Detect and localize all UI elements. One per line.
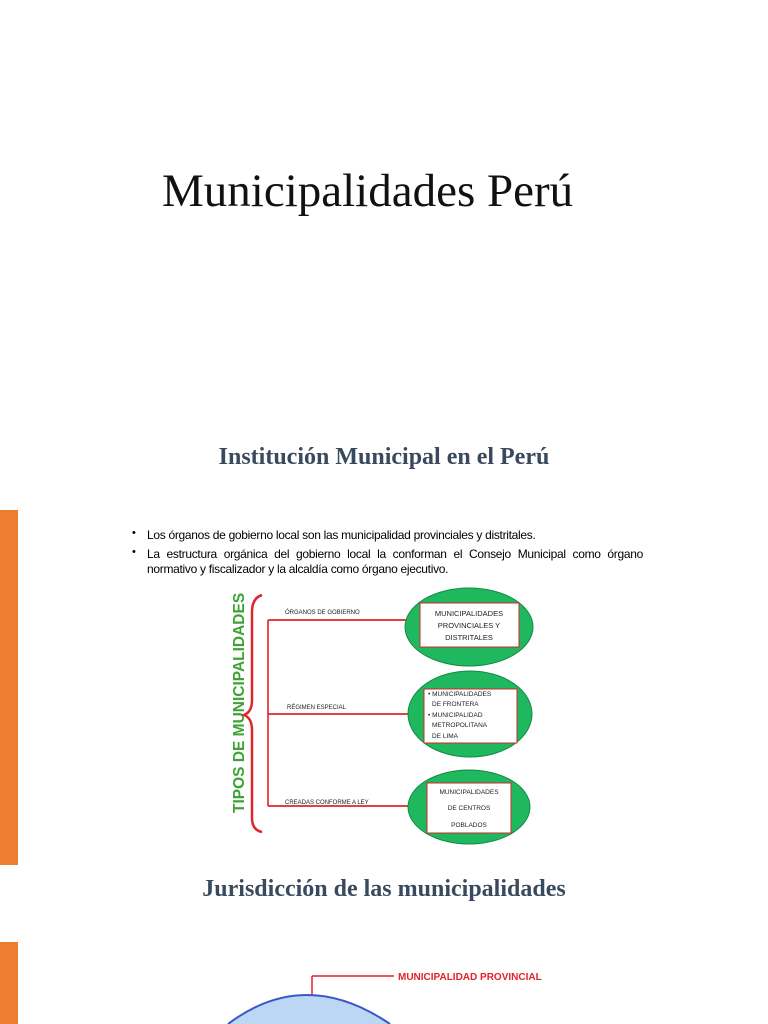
box-text: MUNICIPALIDADES: [434, 609, 504, 618]
box-text: DE LIMA: [432, 733, 459, 740]
bullet-text: La estructura orgánica del gobierno local la conforman el Consejo Municipal como órgano normativo y fiscalizador y la alcaldía como órgano ejecutivo.: [147, 547, 643, 576]
bullet-icon: •: [132, 546, 136, 558]
branch-label: RÉGIMEN ESPECIAL: [287, 705, 347, 711]
vertical-label: TIPOS DE MUNICIPALIDADES: [231, 592, 248, 813]
box-text: POBLADOS: [451, 822, 487, 829]
box-text: DE FRONTERA: [432, 701, 479, 708]
box-text: METROPOLITANA: [432, 722, 488, 729]
box-text: • MUNICIPALIDADES: [428, 691, 492, 698]
slide-title: Municipalidades Perú: [162, 165, 574, 217]
box-text: DE CENTROS: [447, 805, 491, 812]
branch-label: ÓRGANOS DE GOBIERNO: [285, 610, 360, 616]
box-text: MUNICIPALIDADES: [439, 789, 499, 796]
box-text: PROVINCIALES Y: [437, 621, 501, 630]
branch-label: CREADAS CONFORME A LEY: [285, 800, 369, 806]
box-text: DISTRITALES: [445, 633, 493, 642]
province-ellipse: [228, 995, 390, 1024]
bullet-text: Los órganos de gobierno local son las municipalidad provinciales y distritales.: [147, 528, 536, 542]
bullet-icon: •: [132, 527, 136, 539]
section-heading: Institución Municipal en el Perú: [218, 444, 550, 470]
province-label: MUNICIPALIDAD PROVINCIAL: [398, 972, 542, 983]
box-text: • MUNICIPALIDAD: [428, 712, 483, 719]
section-heading: Jurisdicción de las municipalidades: [202, 876, 566, 902]
